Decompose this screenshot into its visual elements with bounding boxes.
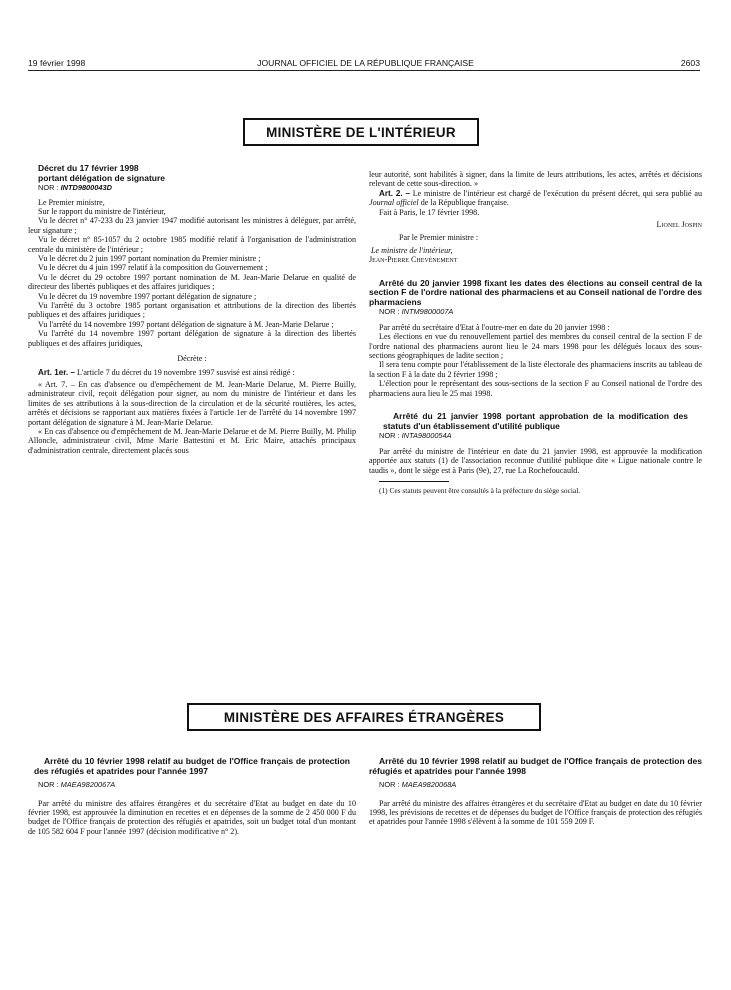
arrete20-para-1: Les élections en vue du renouvellement partiel des membres du conseil central de la section F de l'ordre national des pharmaciens auront lieu le 24 mars 1998 pour les délégués locaux des sous-sections géographiques de ladite section ; — [369, 332, 702, 361]
decret-para-0: Le Premier ministre, — [38, 197, 105, 207]
arrete20-nor: NOR : INTM9800007A — [379, 307, 454, 317]
decret-fait: Fait à Paris, le 17 février 1998. — [379, 207, 480, 217]
decret-article-2: Art. 2. – Le ministre de l'intérieur est chargé de l'exécution du présent décret, qui sera publié au Journal officiel de la République française. — [369, 188, 702, 208]
ofpra-1998-section — [369, 757, 702, 827]
par-premier-ministre: Par le Premier ministre : — [399, 233, 479, 243]
decret-quote-2: « En cas d'absence ou d'empêchement de M. Jean-Marie Delarue et de M. Pierre Builly, M. Philip Alloncle, administrateur civil, Mme Marie Battestini et M. Eric Maire, attachés principaux d'administration centrale, directement placés sous — [28, 426, 356, 455]
decret-title-line2: portant délégation de signature — [38, 172, 166, 183]
ofpra97-nor: NOR : MAEA9820067A — [38, 780, 116, 790]
header-rule — [28, 70, 700, 71]
ofpra97-para: Par arrêté du ministre des affaires étrangères et du secrétaire d'Etat au budget en date du 10 février 1998, est approuvée la diminution en recettes et en dépenses de la somme de 2 450 000 F du budget de l'Office français de protection des réfugiés et apatrides, soit un budget total d'un montant de 105 582 604 F pour l'année 1997 (décision modificative n° 2). — [28, 798, 356, 836]
footnote-rule — [379, 481, 449, 482]
ofpra97-title: Arrêté du 10 février 1998 relatif au budget de l'Office français de protection des réfugiés et apatrides pour l'année 1997 — [34, 756, 350, 776]
arrete20-para-3: L'élection pour le représentant des sous-sections de la section F au Conseil national de l'ordre des pharmaciens aura lieu le 25 mai 1998. — [369, 379, 702, 398]
arrete20-title: Arrêté du 20 janvier 1998 fixant les dates des élections au conseil central de la section F de l'ordre national des pharmaciens et au Conseil national de l'ordre des pharmaciens — [369, 277, 702, 307]
decret-para-7: Vu le décret du 19 novembre 1997 portant délégation de signature ; — [38, 291, 257, 301]
arrete21-title: Arrêté du 21 janvier 1998 portant approbation de la modification des statuts d'un établissement d'utilité publique — [383, 411, 688, 431]
decret-para-1: Sur le rapport du ministre de l'intérieur, — [38, 207, 166, 216]
decret-article-1: Art. 1er. – L'article 7 du décret du 19 novembre 1997 susvisé est ainsi rédigé : — [38, 367, 295, 377]
ministre-role: Le ministre de l'intérieur, — [371, 245, 453, 255]
header-page-number: 2603 — [680, 58, 700, 68]
decret-continuation: leur autorité, sont habilités à signer, dans la limite de leurs attributions, les actes, arrêtés et décisions relevant de cette sous-direction. » — [369, 170, 702, 189]
ministry-heading-foreign-affairs: MINISTÈRE DES AFFAIRES ÉTRANGÈRES — [187, 703, 541, 731]
arrete20-para-2: Il sera tenu compte pour l'établissement de la liste électorale des pharmaciens inscrits au tableau de la section F à la date du 2 février 1998 ; — [369, 360, 702, 379]
decret-section — [28, 164, 356, 455]
ministry-heading-interior: MINISTÈRE DE L'INTÉRIEUR — [243, 118, 479, 146]
decret-para-6: Vu le décret du 29 octobre 1997 portant nomination de M. Jean-Marie Delarue en qualité de directeur des libertés publiques et des affaires juridiques ; — [28, 272, 356, 292]
decret-para-8: Vu l'arrêté du 3 octobre 1985 portant organisation et attributions de la direction des libertés publiques et des affaires juridiques ; — [28, 301, 356, 320]
decret-para-9: Vu l'arrêté du 14 novembre 1997 portant délégation de signature à M. Jean-Marie Delarue ; — [38, 319, 334, 329]
decrete-label: Décrète : — [177, 354, 207, 364]
header-journal: JOURNAL OFFICIEL DE LA RÉPUBLIQUE FRANÇAISE — [257, 58, 474, 68]
signature-jospin: Lionel Jospin — [656, 220, 702, 230]
decret-para-3: Vu le décret n° 85-1057 du 2 octobre 1985 modifié relatif à l'organisation de l'administration centrale du ministère de l'intérieur ; — [28, 235, 356, 254]
decret-quote-1: « Art. 7. – En cas d'absence ou d'empêchement de M. Jean-Marie Delarue, M. Pierre Builly, administrateur civil, reçoit délégation pour signer, au nom du ministre de l'intérieur et dans les limites de ses attributions à la sous-direction de la circulation et de la sécurité routières, les actes, arrêtés et décisions se rapportant aux matières fixées à l'article 1er de l'arrêté du 14 novembre 1997 portant délégation de signature à M. Jean-Marie Delarue. — [28, 379, 356, 427]
ofpra98-nor: NOR : MAEA9820068A — [379, 780, 457, 790]
header-date: 19 février 1998 — [28, 58, 86, 68]
decret-title-line1: Décret du 17 février 1998 — [38, 163, 139, 173]
ofpra-1997-section — [28, 757, 356, 836]
arrete21-para: Par arrêté du ministre de l'intérieur en date du 21 janvier 1998, est approuvée la modification apportée aux statuts (1) de l'association reconnue d'utilité publique dite « Ligue nationale contre le taudis », dont le siège est à Paris (9e), 27, rue La Rochefoucauld. — [369, 446, 702, 475]
decret-para-5: Vu le décret du 4 juin 1997 relatif à la composition du Gouvernement ; — [38, 263, 268, 273]
decret-para-10: Vu l'arrêté du 14 novembre 1997 portant délégation de signature à la direction des libertés publiques et des affaires juridiques, — [28, 329, 356, 348]
decret-para-4: Vu le décret du 2 juin 1997 portant nomination du Premier ministre ; — [38, 254, 261, 264]
arrete20-para-0: Par arrêté du secrétaire d'Etat à l'outre-mer en date du 20 janvier 1998 : — [379, 322, 610, 332]
signature-chevenement: Jean-Pierre Chevènement — [369, 255, 458, 265]
decret-nor: NOR : INTD9800043D — [38, 183, 112, 193]
ofpra98-para: Par arrêté du ministre des affaires étrangères et du secrétaire d'Etat au budget en date du 10 février 1998, les prévisions de recettes et de dépenses du budget de l'Office français de protection des réfugiés et apatrides pour l'année 1998 s'élèvent à la somme de 101 559 209 F. — [369, 798, 702, 827]
ofpra98-title: Arrêté du 10 février 1998 relatif au budget de l'Office français de protection des réfugiés et apatrides pour l'année 1998 — [369, 756, 702, 776]
decret-para-2: Vu le décret n° 47-233 du 23 janvier 1947 modifié autorisant les ministres à déléguer, par arrêté, leur signature ; — [28, 216, 356, 235]
right-column — [369, 170, 702, 495]
arrete21-nor: NOR : INTA9800054A — [379, 431, 452, 441]
arrete21-footnote: (1) Ces statuts peuvent être consultés à la préfecture du siège social. — [379, 485, 581, 495]
